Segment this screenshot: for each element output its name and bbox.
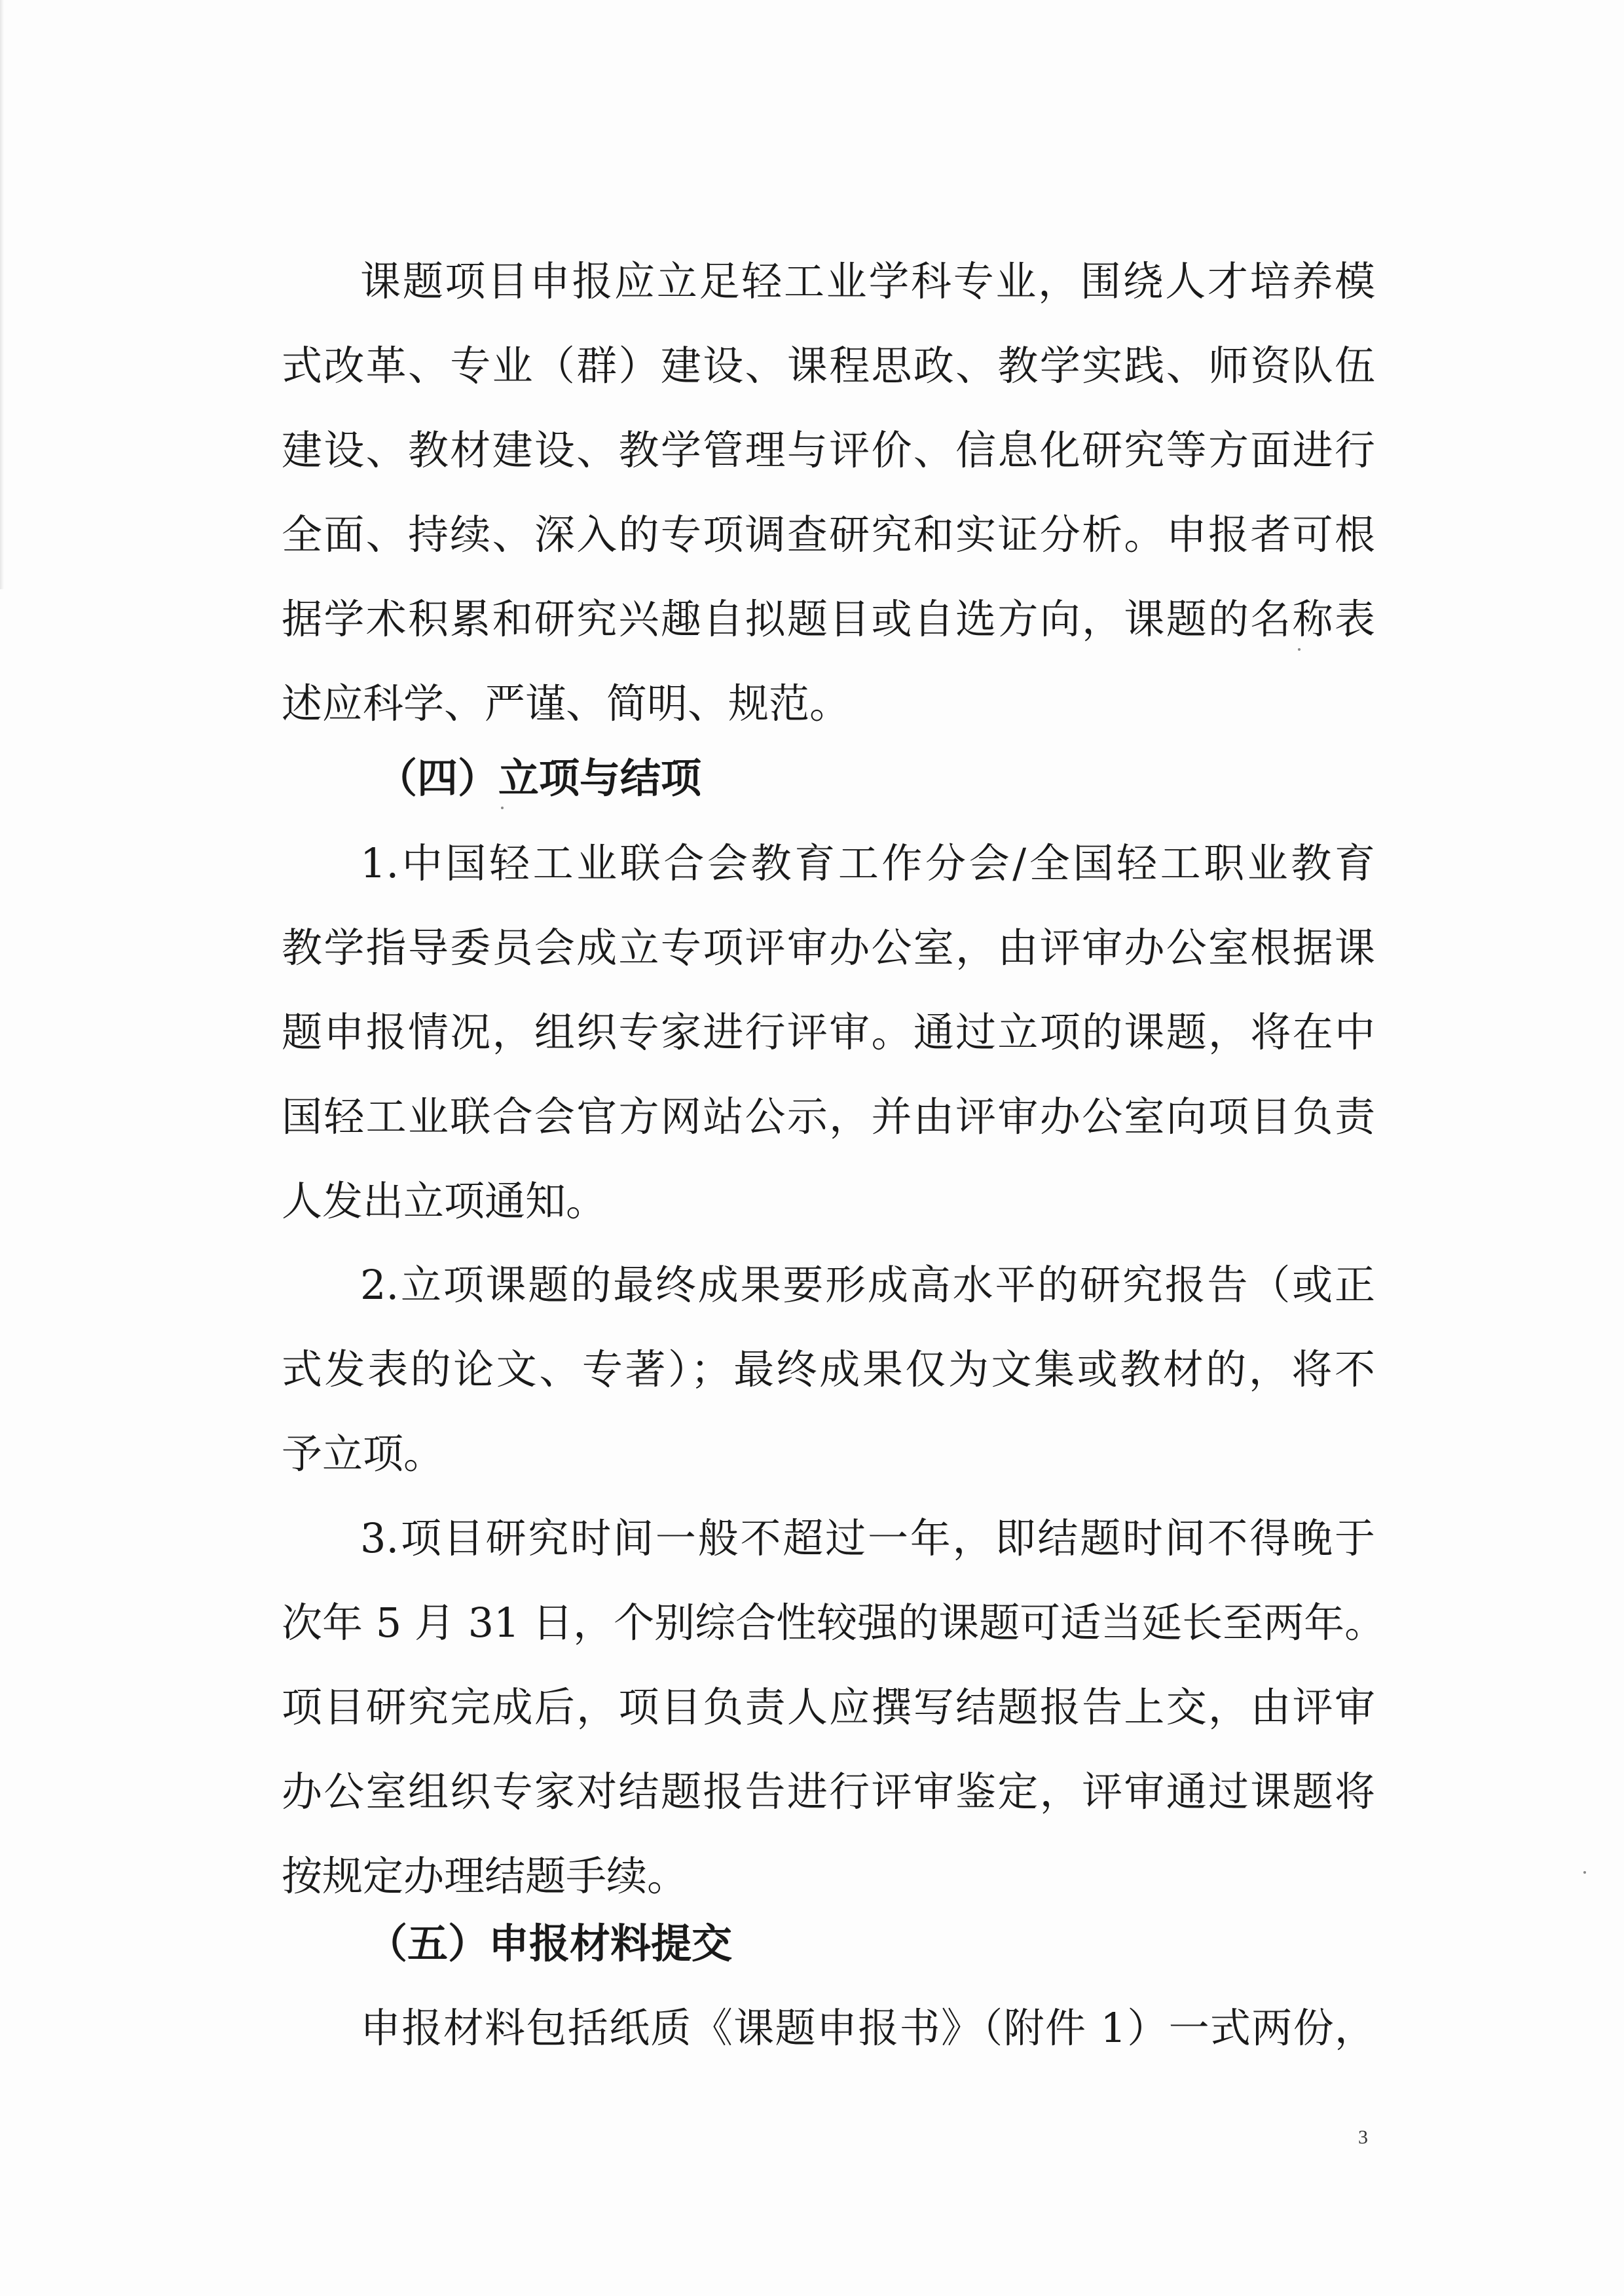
paragraph-last-line-1: 申报材料包括纸质《课题申报书》（附件 1）一式两份，	[360, 2004, 1375, 2052]
item-2-line-1: 2.立项课题的最终成果要形成高水平的研究报告（或正	[360, 1261, 1375, 1309]
item-3-line-3: 项目研究完成后，项目负责人应撰写结题报告上交，由评审	[282, 1683, 1375, 1731]
item-1-line-5: 人发出立项通知。	[282, 1177, 607, 1225]
paragraph-1-line-6: 述应科学、严谨、简明、规范。	[282, 680, 851, 727]
scan-speck	[501, 807, 504, 809]
scan-speck	[1583, 1871, 1586, 1874]
paragraph-1-line-3: 建设、教材建设、教学管理与评价、信息化研究等方面进行	[282, 426, 1375, 474]
scan-shadow-edge	[0, 0, 4, 589]
scan-speck	[1298, 648, 1301, 651]
item-3-line-4: 办公室组织专家对结题报告进行评审鉴定，评审通过课题将	[282, 1768, 1375, 1815]
page-number: 3	[1358, 2126, 1368, 2148]
item-3-line-1: 3.项目研究时间一般不超过一年，即结题时间不得晚于	[360, 1514, 1375, 1562]
item-2-line-2: 式发表的论文、专著）；最终成果仅为文集或教材的，将不	[282, 1345, 1375, 1393]
item-3-line-2: 次年 5 月 31 日，个别综合性较强的课题可适当延长至两年。	[282, 1599, 1386, 1647]
item-1-line-4: 国轻工业联合会官方网站公示，并由评审办公室向项目负责	[282, 1093, 1375, 1140]
item-1-line-2: 教学指导委员会成立专项评审办公室，由评审办公室根据课	[282, 924, 1375, 972]
item-2-line-3: 予立项。	[282, 1430, 445, 1478]
item-3-line-5: 按规定办理结题手续。	[282, 1852, 688, 1900]
paragraph-1-line-4: 全面、持续、深入的专项调查研究和实证分析。申报者可根	[282, 511, 1375, 558]
section-heading-5: （五）申报材料提交	[367, 1920, 733, 1967]
item-1-line-1: 1.中国轻工业联合会教育工作分会/全国轻工职业教育	[360, 839, 1375, 887]
section-heading-4: （四）立项与结项	[377, 754, 702, 802]
paragraph-1-line-2: 式改革、专业（群）建设、课程思政、教学实践、师资队伍	[282, 342, 1375, 390]
paragraph-1-line-5: 据学术积累和研究兴趣自拟题目或自选方向，课题的名称表	[282, 595, 1375, 643]
item-1-line-3: 题申报情况，组织专家进行评审。通过立项的课题，将在中	[282, 1008, 1375, 1056]
paragraph-1-line-1: 课题项目申报应立足轻工业学科专业，围绕人才培养模	[360, 257, 1375, 305]
